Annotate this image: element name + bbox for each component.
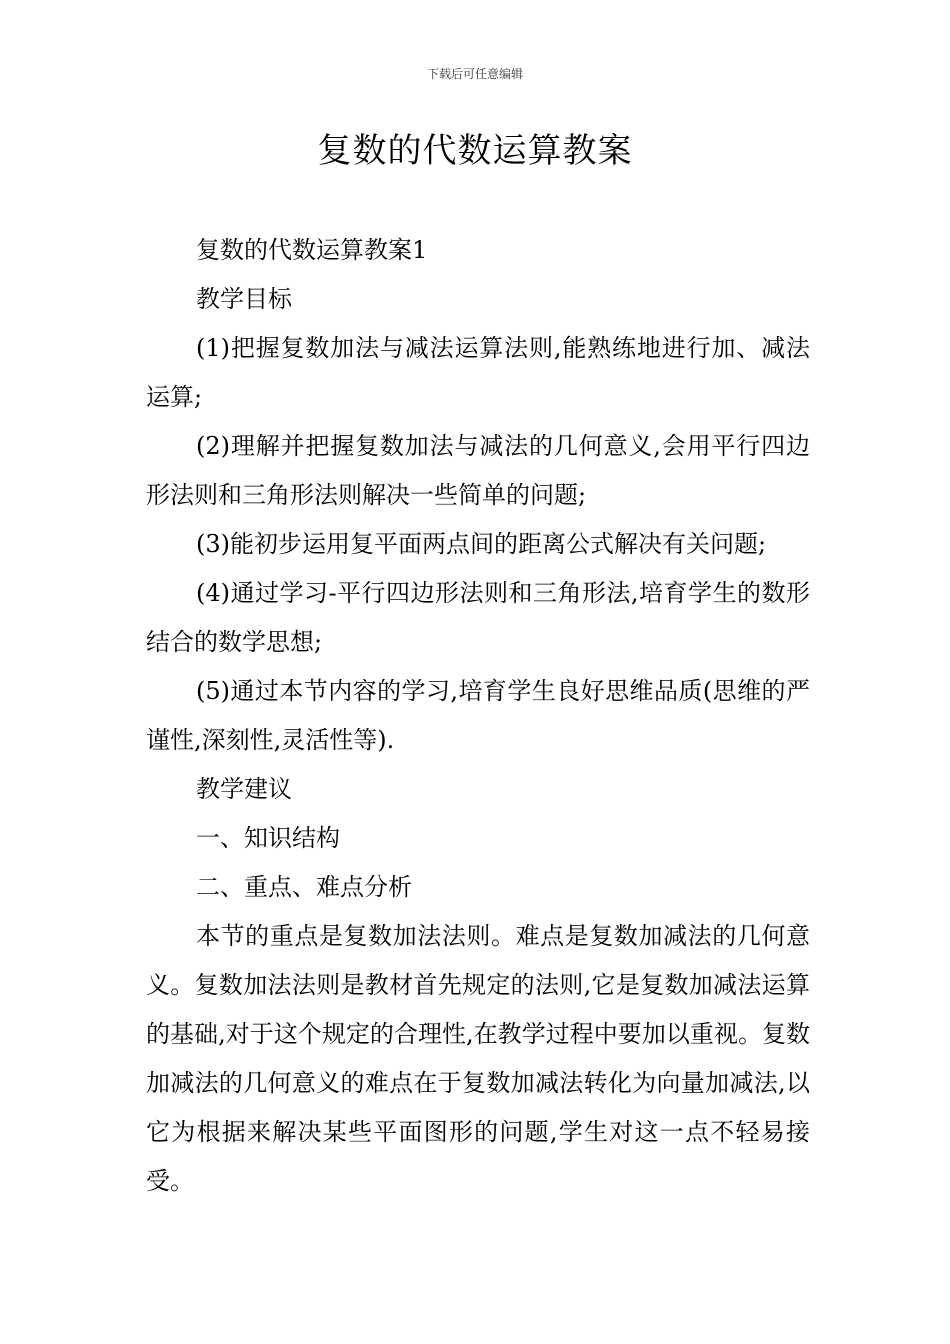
document-title: 复数的代数运算教案 [317,131,633,171]
section-heading-objectives: 教学目标 [196,285,292,313]
objective-2: (2)理解并把握复数加法与减法的几何意义,会用平行四边形法则和三角形法则解决一些简单的问题; [146,432,810,509]
subsection-knowledge-structure: 一、知识结构 [196,824,340,852]
section-heading-plan-1: 复数的代数运算教案1 [196,236,428,264]
header-note: 下载后可任意编辑 [426,67,523,81]
objective-3: (3)能初步运用复平面两点间的距离公式解决有关问题; [196,530,767,558]
analysis-paragraph: 本节的重点是复数加法法则。难点是复数加减法的几何意义。复数加法法则是教材首先规定的法则,它是复数加减法运算的基础,对于这个规定的合理性,在教学过程中要加以重视。复数加减法的几何意义的难点在于复数加减法转化为向量加减法,以它为根据来解决某些平面图形的问题,学生对这一点不轻易接受。 [146,922,810,1195]
section-heading-suggestions: 教学建议 [196,775,292,803]
objective-4: (4)通过学习-平行四边形法则和三角形法,培育学生的数形结合的数学思想; [146,579,810,656]
document-body [146,226,810,1206]
objective-1: (1)把握复数加法与减法运算法则,能熟练地进行加、减法运算; [146,334,810,411]
objective-5: (5)通过本节内容的学习,培育学生良好思维品质(思维的严谨性,深刻性,灵活性等). [146,677,810,754]
subsection-key-difficult-points: 二、重点、难点分析 [196,873,412,901]
